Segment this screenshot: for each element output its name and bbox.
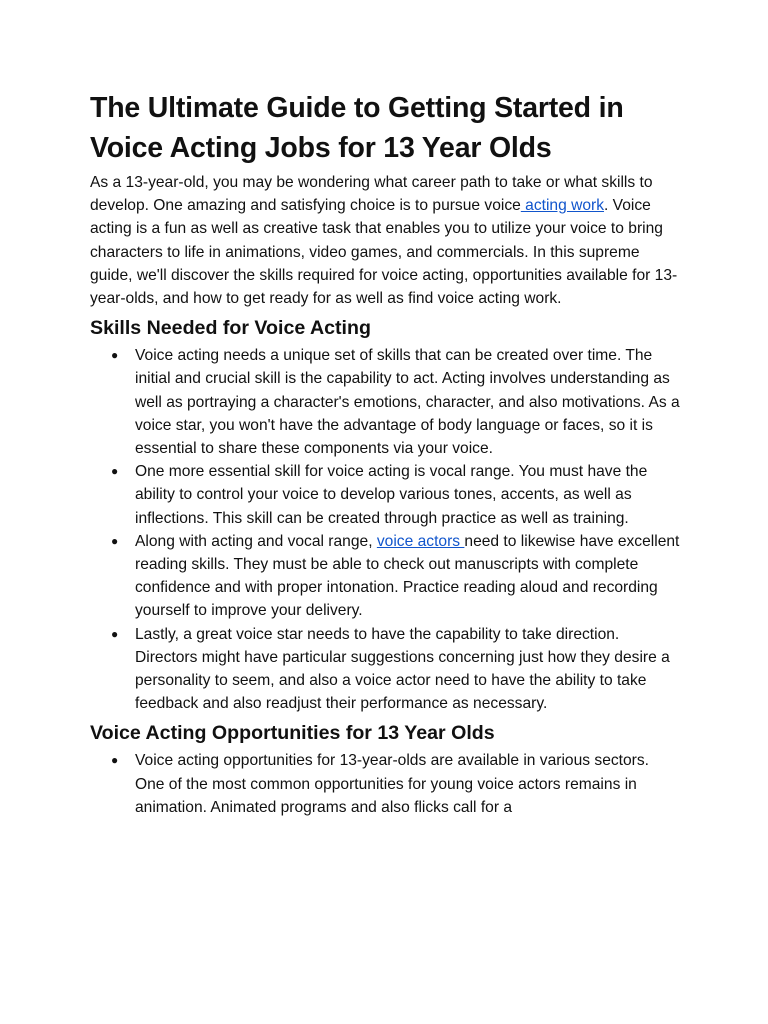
acting-work-link[interactable]: acting work [520,197,605,215]
list-item [90,460,682,530]
list-item [90,344,682,460]
voice-actors-link[interactable]: voice actors [376,532,465,550]
page-title: The Ultimate Guide to Getting Started in Voice Acting Jobs for 13 Year Olds [90,92,624,164]
skills-heading: Skills Needed for Voice Acting [90,317,371,340]
opportunities-list [90,749,682,819]
intro-paragraph [90,171,682,310]
list-item [90,530,682,623]
bullet-glyph: ● [111,464,119,479]
opportunities-heading: Voice Acting Opportunities for 13 Year Olds [90,722,495,745]
list-item-text: Voice acting needs a unique set of skills that can be created over time. The initial and crucial skill is the capability to act. Acting involves understanding as well as portraying a character's emotions, character, and also motivations. As a voice star, you won't have the advantage of body language or faces, so it is essential to share these components via your voice. [135,347,680,458]
list-item-text-before-link: Along with acting and vocal range, [135,532,377,550]
list-item-text-after-link: need to likewise have excellent reading skills. They must be able to check out manuscripts with complete confidence and with proper intonation. Practice reading aloud and recording yourself to improve your delivery. [135,532,680,620]
intro-text-after-link: . Voice acting is a fun as well as creative task that enables you to utilize your voice to bring characters to life in animations, video games, and commercials. In this supreme guide, we'll discover the skills required for voice acting, opportunities available for 13-year-olds, and how to get ready for as well as find voice acting work. [90,197,678,308]
list-item [90,623,682,716]
list-item [90,749,682,819]
intro-text-before-link: As a 13-year-old, you may be wondering what career path to take or what skills to develop. One amazing and satisfying choice is to pursue voice [90,174,653,215]
list-item-text: One more essential skill for voice acting is vocal range. You must have the ability to control your voice to develop various tones, accents, as well as inflections. This skill can be created through practice as well as training. [135,463,648,527]
list-item-text: Lastly, a great voice star needs to have the capability to take direction. Directors might have particular suggestions concerning just how they desire a personality to seem, and also a voice actor need to have the ability to take feedback and also readjust their performance as necessary. [135,625,670,713]
bullet-glyph: ● [111,626,119,641]
bullet-glyph: ● [111,348,119,363]
skills-list [90,344,682,715]
bullet-glyph: ● [111,753,119,768]
document-page [90,88,682,819]
list-item-text: Voice acting opportunities for 13-year-olds are available in various sectors. One of the most common opportunities for young voice actors remains in animation. Animated programs and also flicks call for a [135,752,649,816]
bullet-glyph: ● [111,533,119,548]
